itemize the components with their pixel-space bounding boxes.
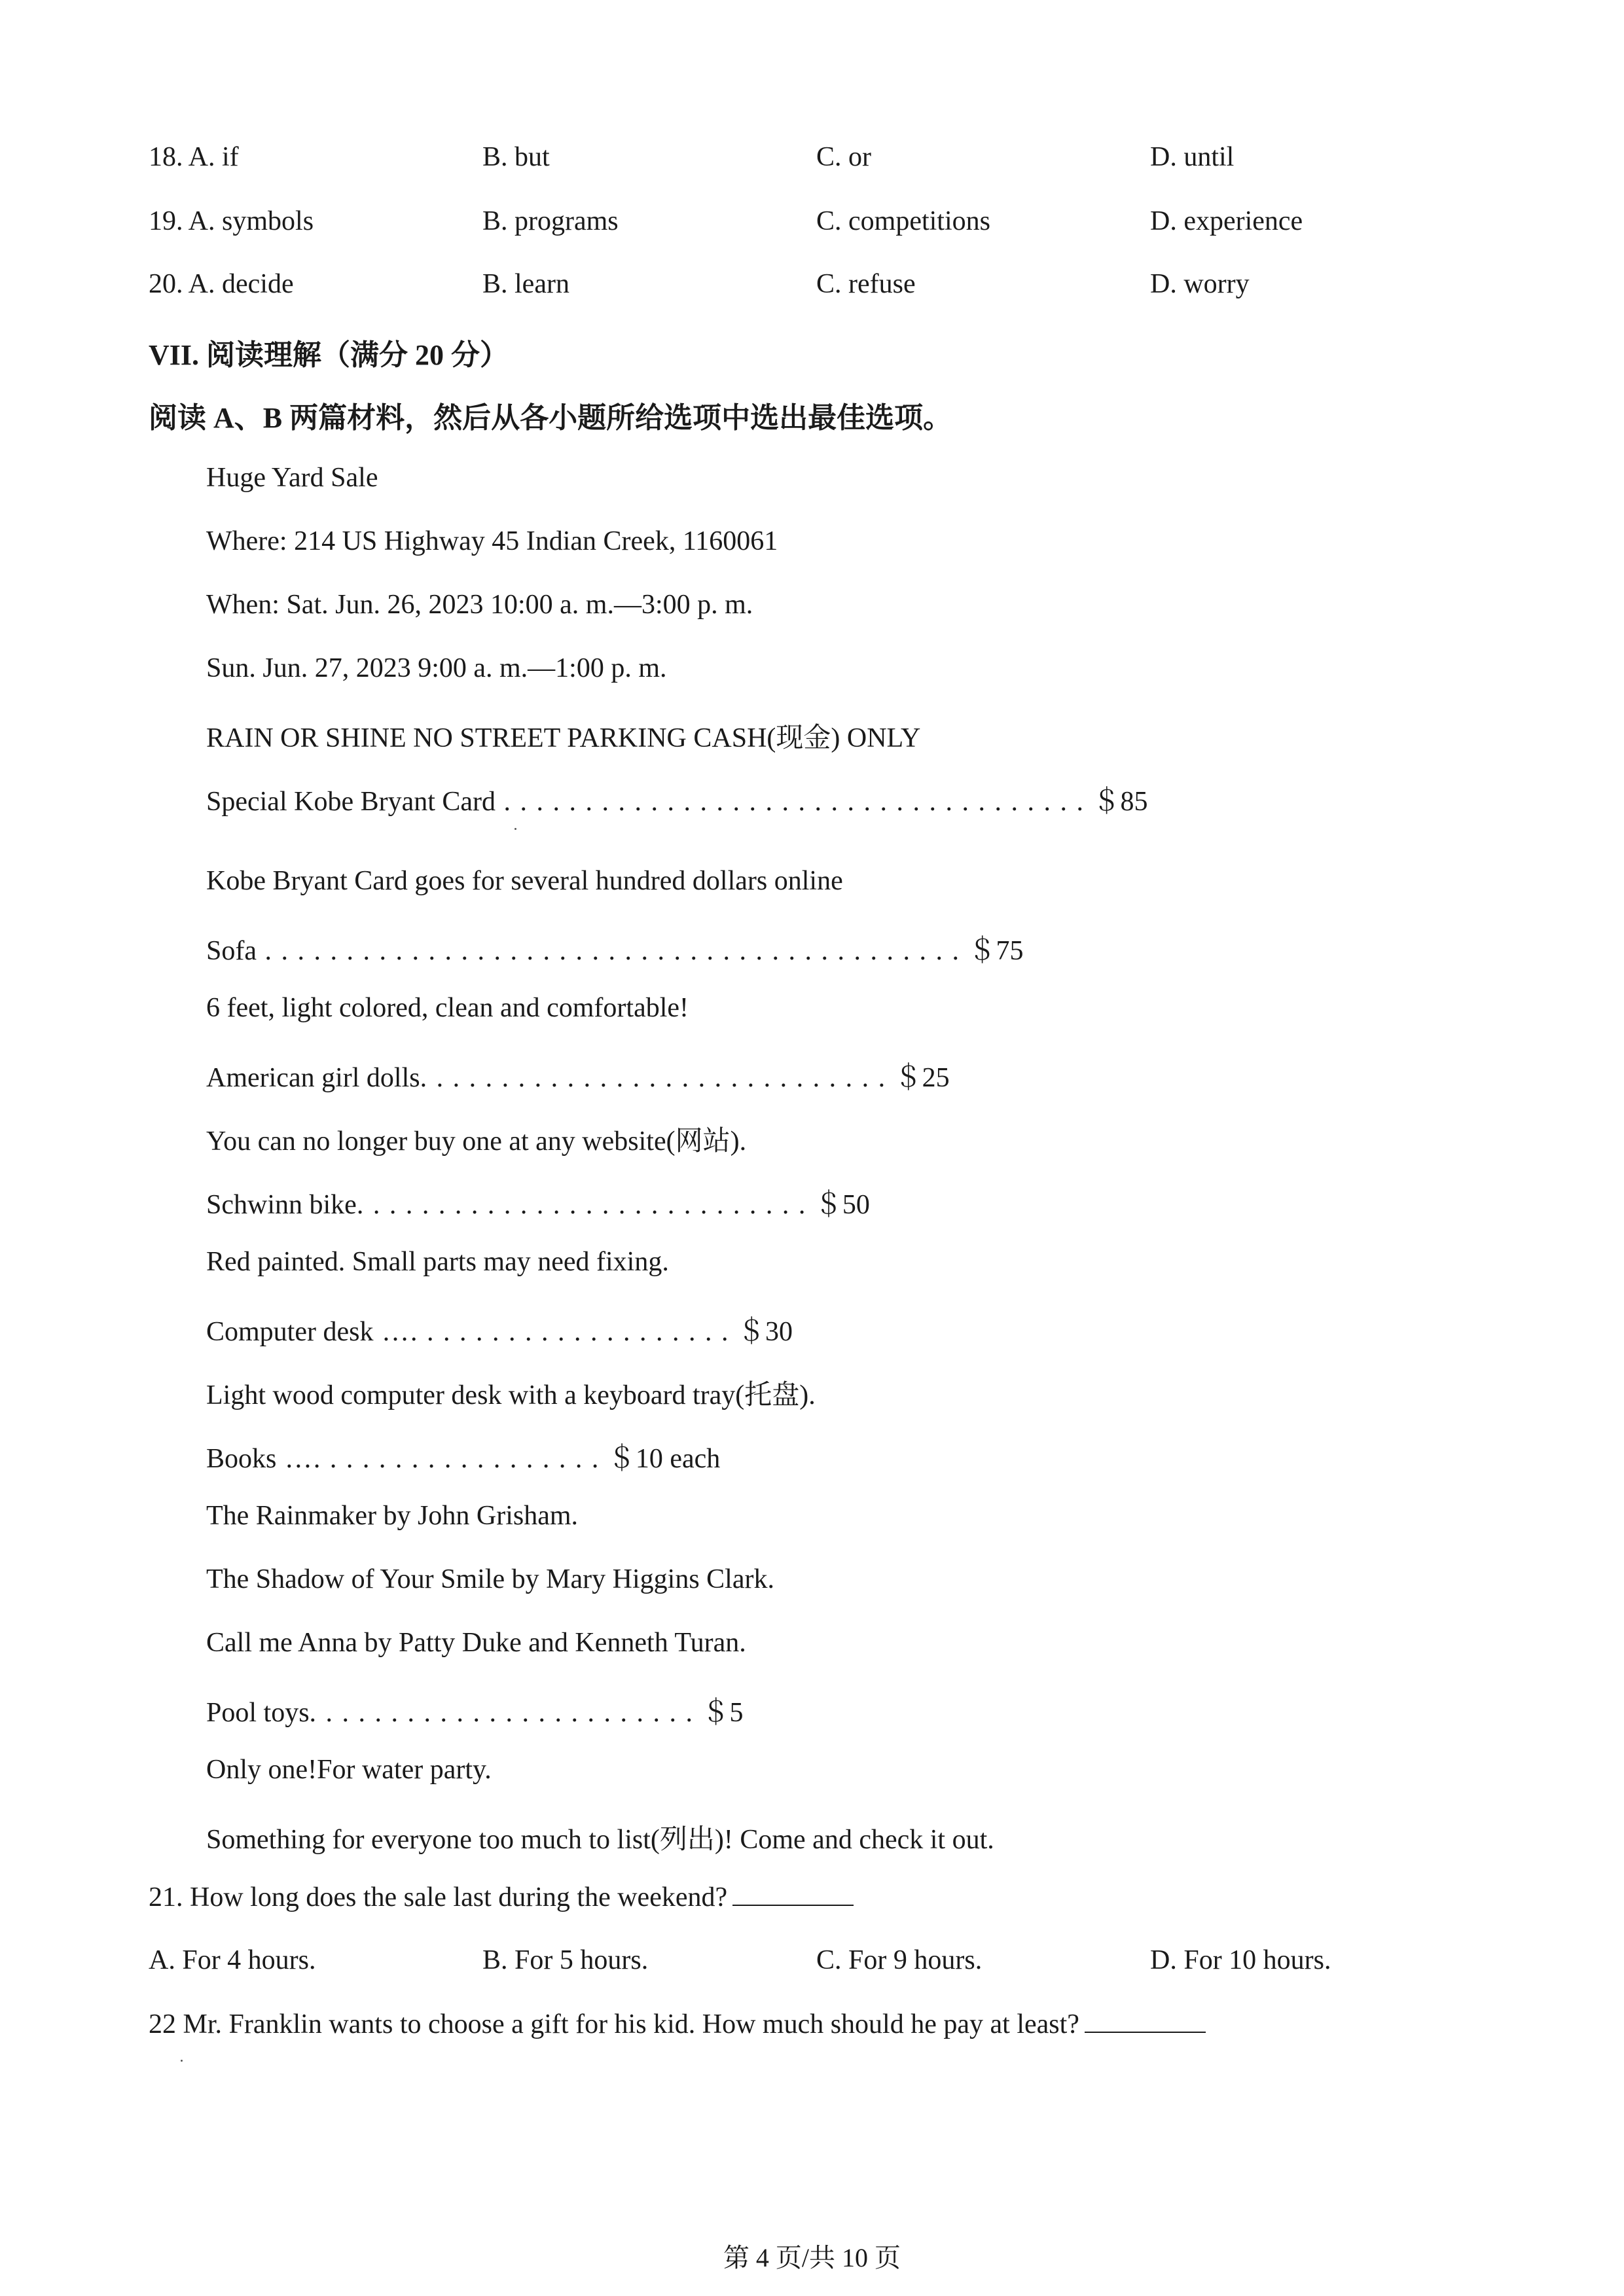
item-name: Computer desk (206, 1317, 374, 1347)
stray-mark (514, 828, 516, 830)
ad-notice: RAIN OR SHINE NO STREET PARKING CASH(现金) ONLY (206, 723, 921, 753)
section-title: VII. 阅读理解（满分 20 分） (149, 339, 509, 371)
ad-when-saturday: When: Sat. Jun. 26, 2023 10:00 a. m.—3:00 p. m. (206, 590, 753, 620)
option-21-a: A. For 4 hours. (149, 1945, 316, 1975)
option-19-c: C. competitions (816, 206, 990, 236)
book-2: The Shadow of Your Smile by Mary Higgins Clark. (206, 1564, 774, 1594)
answer-blank[interactable] (732, 1881, 854, 1906)
option-19-a: 19. A. symbols (149, 206, 314, 236)
item-dolls (206, 1056, 950, 1095)
option-18-b: B. but (482, 142, 550, 172)
option-18-a: 18. A. if (149, 142, 239, 172)
item-pool-toys-desc: Only one!For water party. (206, 1755, 492, 1785)
item-name: Sofa (206, 936, 257, 966)
ad-closing: Something for everyone too much to list(列出)! Come and check it out. (206, 1825, 994, 1855)
option-20-d: D. worry (1150, 269, 1250, 299)
option-row-19 (149, 206, 1392, 242)
option-21-b: B. For 5 hours. (482, 1945, 649, 1975)
item-leader: . . . . . . . . . . . . . . . . . . . . . . . . (309, 1698, 702, 1728)
item-price: ＄85 (1092, 787, 1148, 817)
question-22 (149, 2008, 1206, 2040)
option-row-20 (149, 268, 1392, 305)
item-kobe-card-desc: Kobe Bryant Card goes for several hundred dollars online (206, 866, 843, 896)
question-21-options (149, 1945, 1392, 1981)
option-20-a: 20. A. decide (149, 269, 294, 299)
item-name: Schwinn bike (206, 1190, 357, 1220)
item-price: ＄75 (968, 936, 1024, 966)
item-desk-desc: Light wood computer desk with a keyboard tray(托盘). (206, 1380, 816, 1410)
item-leader: . . . . . . . . . . . . . . . . . . . . . . . . . . . . . (420, 1063, 895, 1093)
option-20-b: B. learn (482, 269, 569, 299)
option-18-c: C. or (816, 142, 871, 172)
item-name: Pool toys (206, 1698, 310, 1728)
item-bike (206, 1183, 870, 1222)
item-price: ＄5 (702, 1698, 744, 1728)
page-footer: 第 4 页/共 10 页 (723, 2243, 901, 2272)
item-price: ＄50 (814, 1190, 870, 1220)
item-leader: …. . . . . . . . . . . . . . . . . . (276, 1444, 608, 1474)
item-kobe-card (206, 780, 1148, 819)
item-name: Special Kobe Bryant Card (206, 787, 496, 817)
option-19-b: B. programs (482, 206, 619, 236)
item-name: American girl dolls (206, 1063, 420, 1093)
question-22-text: 22 Mr. Franklin wants to choose a gift for his kid. How much should he pay at least? (149, 2009, 1079, 2039)
item-books (206, 1437, 720, 1476)
item-leader: . . . . . . . . . . . . . . . . . . . . . . . . . . . . (356, 1190, 815, 1220)
book-3: Call me Anna by Patty Duke and Kenneth Turan. (206, 1628, 746, 1658)
item-sofa-desc: 6 feet, light colored, clean and comfortable! (206, 993, 689, 1023)
item-pool-toys (206, 1691, 744, 1730)
option-21-d: D. For 10 hours. (1150, 1945, 1331, 1975)
item-price: ＄25 (894, 1063, 950, 1093)
question-21-text: 21. How long does the sale last during the weekend? (149, 1882, 728, 1912)
option-21-c: C. For 9 hours. (816, 1945, 983, 1975)
stray-mark (181, 2060, 183, 2062)
answer-blank[interactable] (1085, 2008, 1206, 2033)
item-leader: …. . . . . . . . . . . . . . . . . . . . (373, 1317, 738, 1347)
book-1: The Rainmaker by John Grisham. (206, 1501, 579, 1531)
item-desk (206, 1310, 793, 1349)
option-20-c: C. refuse (816, 269, 916, 299)
ad-title: Huge Yard Sale (206, 463, 378, 493)
option-19-d: D. experience (1150, 206, 1303, 236)
item-name: Books (206, 1444, 277, 1474)
question-21 (149, 1881, 854, 1913)
item-leader: . . . . . . . . . . . . . . . . . . . . . . . . . . . . . . . . . . . . . . . . . . . (257, 936, 969, 966)
option-18-d: D. until (1150, 142, 1235, 172)
item-price: ＄10 each (607, 1444, 721, 1474)
item-dolls-desc: You can no longer buy one at any website(网站). (206, 1126, 747, 1157)
item-bike-desc: Red painted. Small parts may need fixing. (206, 1247, 669, 1277)
instructions: 阅读 A、B 两篇材料，然后从各小题所给选项中选出最佳选项。 (149, 402, 952, 434)
item-sofa (206, 929, 1024, 968)
option-row-18 (149, 141, 1392, 178)
ad-where: Where: 214 US Highway 45 Indian Creek, 1160061 (206, 526, 778, 556)
item-leader: . . . . . . . . . . . . . . . . . . . . . . . . . . . . . . . . . . . . (496, 787, 1093, 817)
ad-when-sunday: Sun. Jun. 27, 2023 9:00 a. m.—1:00 p. m. (206, 653, 667, 683)
item-price: ＄30 (737, 1317, 793, 1347)
